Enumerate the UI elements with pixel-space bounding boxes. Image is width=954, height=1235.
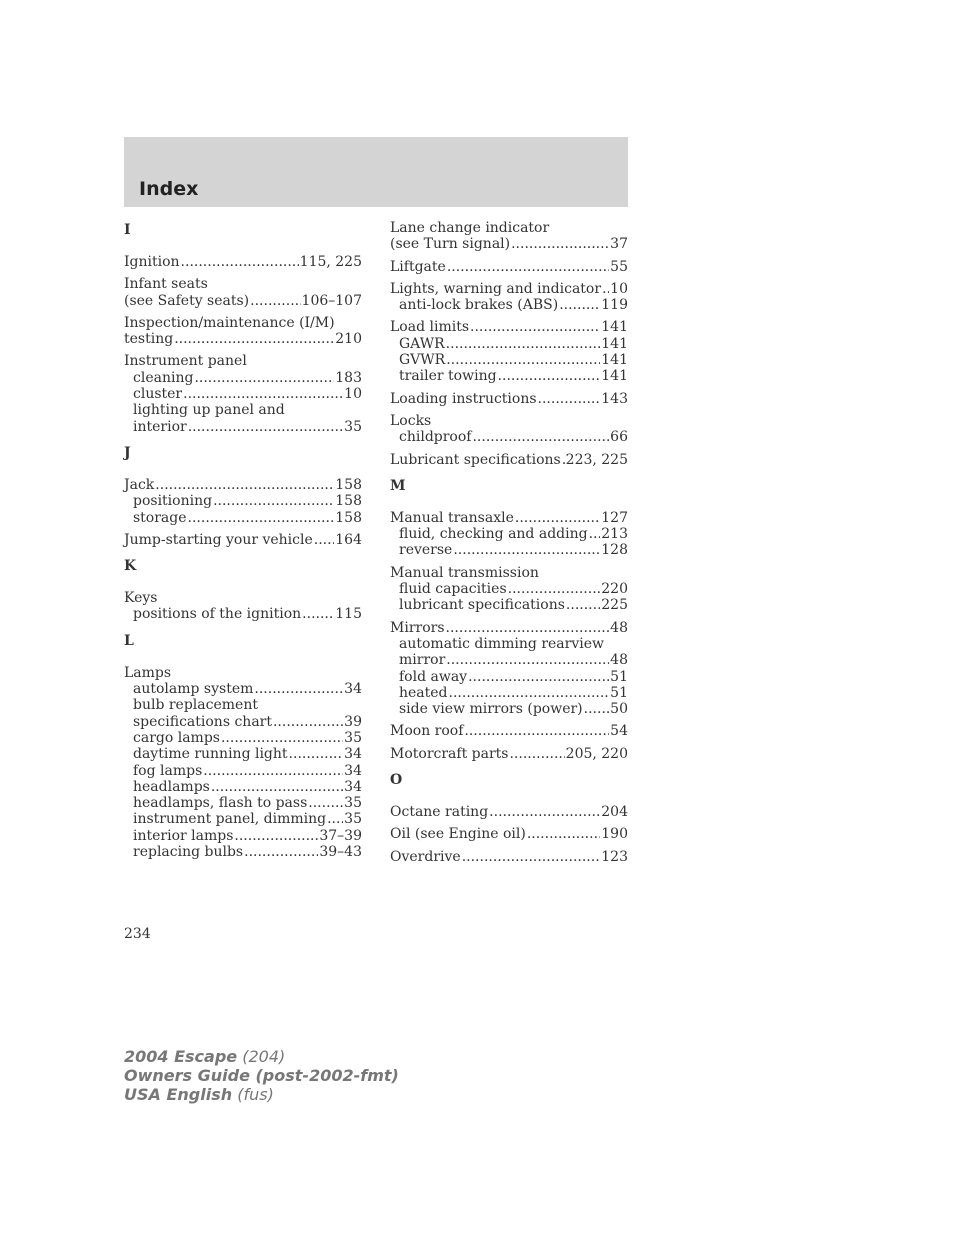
leader-dots xyxy=(584,701,610,717)
index-line xyxy=(124,276,362,292)
entry-text: Liftgate xyxy=(390,258,446,275)
leader-dots xyxy=(302,606,334,622)
index-line xyxy=(390,220,628,236)
index-column-right xyxy=(390,220,628,871)
page-reference: 34 xyxy=(344,681,362,698)
page-reference: 34 xyxy=(344,746,362,763)
leader-dots xyxy=(446,620,610,636)
index-subentry xyxy=(390,368,628,384)
entry-text: lubricant specifications xyxy=(399,597,565,614)
entry-text: (see Safety seats) xyxy=(124,292,250,309)
index-entry xyxy=(124,532,362,548)
page-reference: 141 xyxy=(601,335,628,352)
footer-language-code: (fus) xyxy=(237,1085,274,1104)
entry-text: fold away xyxy=(399,668,468,685)
index-line xyxy=(390,620,628,636)
entry-text: Ignition xyxy=(124,254,180,270)
page-reference: 48 xyxy=(610,619,628,636)
entry-text: lighting up panel and xyxy=(133,402,285,419)
page-reference: 127 xyxy=(601,509,628,526)
leader-dots xyxy=(453,542,600,558)
entry-text: Lamps xyxy=(124,664,172,681)
index-subentry xyxy=(390,701,628,717)
index-subentry xyxy=(124,697,362,713)
leader-dots xyxy=(470,319,600,335)
index-subentry xyxy=(124,370,362,386)
leader-dots xyxy=(446,352,600,368)
leader-dots xyxy=(183,386,343,402)
index-entry xyxy=(390,746,628,762)
page-reference: 115, 225 xyxy=(299,254,362,270)
entry-text: replacing bulbs xyxy=(133,844,244,861)
index-entry xyxy=(124,353,362,434)
page-reference: 51 xyxy=(610,684,628,701)
page-reference: 225 xyxy=(601,597,628,614)
index-line xyxy=(124,315,362,331)
section-letter: L xyxy=(124,632,134,649)
leader-dots xyxy=(468,669,609,685)
entry-text: cluster xyxy=(133,386,183,403)
index-subentry xyxy=(390,542,628,558)
index-line xyxy=(390,849,628,865)
page-reference: 158 xyxy=(335,476,362,493)
index-subentry xyxy=(124,763,362,779)
index-subentry xyxy=(124,606,362,622)
leader-dots xyxy=(559,297,600,313)
leader-dots xyxy=(511,236,609,252)
index-entry xyxy=(390,620,628,718)
index-entry xyxy=(124,590,362,623)
entry-text: Overdrive xyxy=(390,848,461,865)
entry-text: instrument panel, dimming xyxy=(133,811,327,828)
entry-text: bulb replacement xyxy=(133,697,258,714)
index-line xyxy=(390,510,628,526)
index-subentry xyxy=(390,336,628,352)
entry-text: Oil (see Engine oil) xyxy=(390,826,526,843)
index-line xyxy=(390,723,628,739)
leader-dots xyxy=(464,723,609,739)
leader-dots xyxy=(447,259,609,275)
page-reference: 123 xyxy=(601,848,628,865)
page-reference: 10 xyxy=(610,280,628,297)
index-line xyxy=(124,532,362,548)
entry-text: storage xyxy=(133,509,187,526)
leader-dots xyxy=(174,331,334,347)
index-entry xyxy=(390,413,628,446)
page-reference: 141 xyxy=(601,368,628,385)
page-reference: 141 xyxy=(601,352,628,369)
leader-dots xyxy=(462,849,601,865)
index-entry xyxy=(390,804,628,820)
index-line xyxy=(124,254,362,270)
page-reference: 213 xyxy=(601,526,628,543)
index-line xyxy=(390,746,628,762)
entry-text: Jump-starting your vehicle xyxy=(124,531,313,548)
page-reference: 183 xyxy=(335,369,362,386)
page-reference: 158 xyxy=(335,509,362,526)
page-reference: 115 xyxy=(335,606,362,623)
leader-dots xyxy=(515,510,600,526)
index-subentry xyxy=(124,386,362,402)
leader-dots xyxy=(446,336,601,352)
index-entry xyxy=(390,220,628,253)
index-entry xyxy=(124,315,362,348)
entry-text: mirror xyxy=(399,652,446,669)
leader-dots xyxy=(446,652,609,668)
index-line xyxy=(124,293,362,309)
index-line xyxy=(390,281,628,297)
leader-dots xyxy=(211,779,343,795)
entry-text: positioning xyxy=(133,493,213,510)
page-reference: 10 xyxy=(344,386,362,403)
page-reference: 164 xyxy=(335,531,362,548)
entry-text: GVWR xyxy=(399,352,446,369)
leader-dots xyxy=(308,795,343,811)
page-reference: 35 xyxy=(344,418,362,435)
leader-dots xyxy=(155,477,334,493)
entry-text: reverse xyxy=(399,542,453,559)
index-line xyxy=(124,353,362,369)
index-subentry xyxy=(124,493,362,509)
leader-dots xyxy=(538,391,601,407)
leader-dots xyxy=(508,581,601,597)
page-reference: 119 xyxy=(601,297,628,314)
leader-dots xyxy=(289,746,344,762)
leader-dots xyxy=(472,429,609,445)
index-entry xyxy=(390,319,628,384)
page-reference: 220 xyxy=(601,581,628,598)
entry-text: cargo lamps xyxy=(133,729,220,746)
leader-dots xyxy=(221,730,343,746)
section-letter: O xyxy=(390,772,403,789)
entry-text: fluid, checking and adding xyxy=(399,526,588,543)
leader-dots xyxy=(509,746,564,762)
leader-dots xyxy=(194,370,334,386)
entry-text: fog lamps xyxy=(133,762,203,779)
leader-dots xyxy=(234,828,318,844)
page-reference: 158 xyxy=(335,493,362,510)
index-subentry xyxy=(390,597,628,613)
index-entry xyxy=(390,826,628,842)
leader-dots xyxy=(254,681,343,697)
index-subentry xyxy=(124,730,362,746)
entry-text: Motorcraft parts xyxy=(390,745,509,762)
entry-text: Lane change indicator xyxy=(390,220,550,236)
page-reference: 39–43 xyxy=(319,844,362,861)
index-subentry xyxy=(124,419,362,435)
page-reference: 51 xyxy=(610,668,628,685)
index-line xyxy=(390,259,628,275)
entry-text: Manual transaxle xyxy=(390,509,514,526)
leader-dots xyxy=(327,811,343,827)
entry-text: daytime running light xyxy=(133,746,288,763)
index-line xyxy=(390,319,628,335)
leader-dots xyxy=(203,763,343,779)
index-line xyxy=(124,331,362,347)
page-reference: 34 xyxy=(344,762,362,779)
index-subentry xyxy=(390,669,628,685)
index-entry xyxy=(390,452,628,468)
index-subentry xyxy=(390,429,628,445)
index-entry xyxy=(124,276,362,309)
leader-dots xyxy=(244,844,318,860)
entry-text: fluid capacities xyxy=(399,581,507,598)
index-line xyxy=(390,565,628,581)
page-reference: 55 xyxy=(610,258,628,275)
entry-text: (see Turn signal) xyxy=(390,236,511,253)
index-entry xyxy=(390,259,628,275)
leader-dots xyxy=(314,532,334,548)
index-subentry xyxy=(124,811,362,827)
entry-text: GAWR xyxy=(399,335,445,352)
entry-text: positions of the ignition xyxy=(133,606,302,623)
index-subentry xyxy=(390,526,628,542)
entry-text: automatic dimming rearview xyxy=(399,635,605,652)
leader-dots xyxy=(181,254,299,270)
entry-text: Lights, warning and indicator xyxy=(390,280,602,297)
page-reference: 141 xyxy=(601,319,628,336)
entry-text: Instrument panel xyxy=(124,353,247,370)
leader-dots xyxy=(566,597,600,613)
header-band xyxy=(124,137,628,207)
entry-text: anti-lock brakes (ABS) xyxy=(399,297,559,314)
leader-dots xyxy=(589,526,601,542)
page-reference: 66 xyxy=(610,429,628,446)
index-entry xyxy=(390,510,628,559)
leader-dots xyxy=(602,281,609,297)
leader-dots xyxy=(498,368,601,384)
leader-dots xyxy=(273,714,343,730)
index-subentry xyxy=(390,297,628,313)
entry-text: Octane rating xyxy=(390,804,489,821)
index-subentry xyxy=(390,685,628,701)
page-reference: 223, 225 xyxy=(565,451,628,468)
entry-text: autolamp system xyxy=(133,681,254,698)
entry-text: heated xyxy=(399,684,448,701)
index-subentry xyxy=(124,779,362,795)
entry-text: Moon roof xyxy=(390,723,464,740)
page-reference: 35 xyxy=(344,729,362,746)
index-subentry xyxy=(124,402,362,418)
entry-text: interior xyxy=(133,418,187,435)
page-reference: 204 xyxy=(601,804,628,821)
section-letter: J xyxy=(124,444,131,461)
page-reference: 106–107 xyxy=(301,292,362,309)
leader-dots xyxy=(188,419,343,435)
index-line xyxy=(390,391,628,407)
page-reference: 35 xyxy=(344,811,362,828)
page-reference: 39 xyxy=(344,713,362,730)
page-reference: 210 xyxy=(335,331,362,348)
entry-text: Lubricant specifications xyxy=(390,451,561,468)
footer-language: USA English xyxy=(124,1085,233,1104)
index-subentry xyxy=(124,844,362,860)
page-reference: 37 xyxy=(610,236,628,253)
index-entry xyxy=(124,665,362,861)
index-subentry xyxy=(124,510,362,526)
entry-text: headlamps, flash to pass xyxy=(133,795,308,812)
footer-line-1 xyxy=(124,1047,399,1066)
page-reference: 48 xyxy=(610,652,628,669)
page-reference: 54 xyxy=(610,723,628,740)
leader-dots xyxy=(250,293,300,309)
index-subentry xyxy=(124,746,362,762)
footer-line-3 xyxy=(124,1085,399,1104)
entry-text: Infant seats xyxy=(124,276,208,293)
index-entry xyxy=(390,849,628,865)
entry-text: childproof xyxy=(399,429,472,446)
index-subentry xyxy=(390,352,628,368)
page-reference: 143 xyxy=(601,390,628,407)
leader-dots xyxy=(562,452,565,468)
entry-text: cleaning xyxy=(133,369,194,386)
entry-text: Inspection/maintenance (I/M) xyxy=(124,314,335,331)
index-entry xyxy=(390,723,628,739)
index-subentry xyxy=(124,795,362,811)
page-reference: 205, 220 xyxy=(565,745,628,762)
leader-dots xyxy=(213,493,334,509)
index-line xyxy=(124,590,362,606)
index-entry xyxy=(390,391,628,407)
index-line xyxy=(390,413,628,429)
page-reference: 34 xyxy=(344,778,362,795)
index-entry xyxy=(124,477,362,526)
footer-guide: Owners Guide (post-2002-fmt) xyxy=(124,1066,399,1085)
index-subentry xyxy=(390,581,628,597)
entry-text: Load limits xyxy=(390,319,470,336)
footer-model: 2004 Escape xyxy=(124,1047,238,1066)
entry-text: testing xyxy=(124,331,174,348)
index-line xyxy=(390,452,628,468)
leader-dots xyxy=(449,685,610,701)
index-subentry xyxy=(390,652,628,668)
page-title: Index xyxy=(139,178,199,200)
index-entry xyxy=(390,281,628,314)
entry-text: Mirrors xyxy=(390,619,445,636)
index-subentry xyxy=(124,681,362,697)
index-line xyxy=(390,804,628,820)
index-entry xyxy=(390,565,628,614)
entry-text: Manual transmission xyxy=(390,564,539,581)
page-reference: 190 xyxy=(601,826,628,843)
index-line xyxy=(390,826,628,842)
footer-model-code: (204) xyxy=(242,1047,286,1066)
index-line xyxy=(124,665,362,681)
page-reference: 50 xyxy=(610,701,628,718)
leader-dots xyxy=(489,804,600,820)
index-subentry xyxy=(124,828,362,844)
index-subentry xyxy=(390,636,628,652)
page-reference: 37–39 xyxy=(319,827,362,844)
entry-text: trailer towing xyxy=(399,368,497,385)
page-reference: 128 xyxy=(601,542,628,559)
entry-text: headlamps xyxy=(133,778,210,795)
section-letter: K xyxy=(124,558,137,575)
index-entry xyxy=(124,254,362,270)
section-letter: I xyxy=(124,222,131,238)
footer-line-2 xyxy=(124,1066,399,1085)
section-letter: M xyxy=(390,477,406,494)
index-line xyxy=(124,477,362,493)
entry-text: Locks xyxy=(390,412,432,429)
leader-dots xyxy=(188,510,335,526)
footer xyxy=(124,1047,399,1104)
page-reference: 35 xyxy=(344,795,362,812)
entry-text: specifications chart xyxy=(133,713,272,730)
entry-text: interior lamps xyxy=(133,827,234,844)
entry-text: Loading instructions xyxy=(390,390,537,407)
entry-text: Jack xyxy=(124,476,155,493)
leader-dots xyxy=(527,826,600,842)
index-subentry xyxy=(124,714,362,730)
page-number: 234 xyxy=(124,926,151,942)
index-line xyxy=(390,236,628,252)
index-column-left xyxy=(124,220,362,866)
entry-text: side view mirrors (power) xyxy=(399,701,583,718)
entry-text: Keys xyxy=(124,590,158,607)
